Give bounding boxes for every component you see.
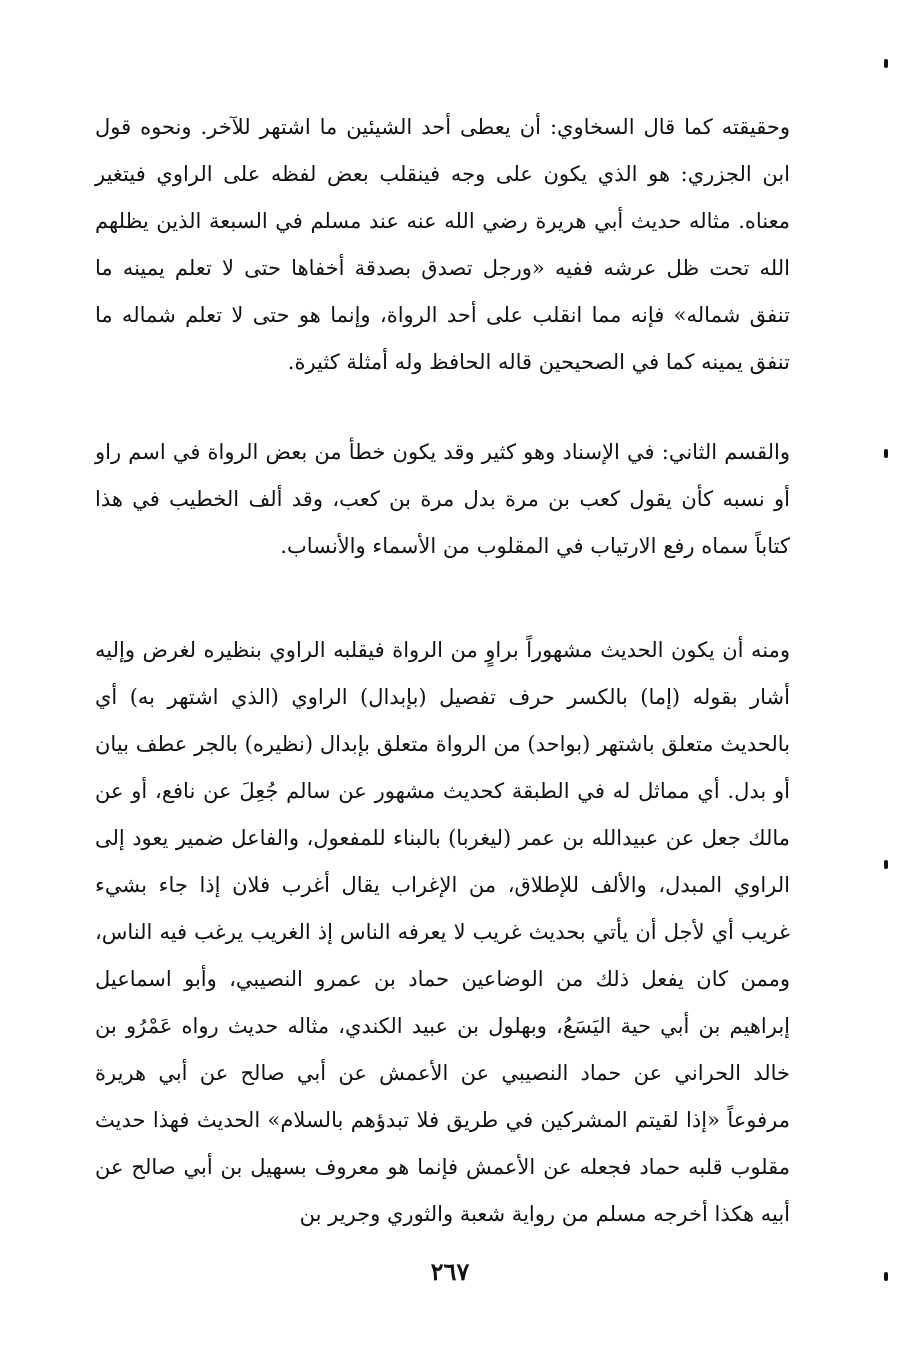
margin-dot-mark — [884, 59, 888, 68]
paragraph-3 — [95, 627, 790, 1238]
paragraph-text: وحقيقته كما قال السخاوي: أن يعطى أحد الشيئين ما اشتهر للآخر. ونحوه قول ابن الجزري: هو الذي يكون على وجه فينقلب بعض لفظه على الراوي فيتغير معناه. مثاله حديث أبي هريرة رضي الله عنه عند مسلم في السبعة الذين يظلهم الله تحت ظل عرشه ففيه «ورجل تصدق بصدقة أخفاها حتى لا تعلم يمينه ما تنفق شماله» فإنه مما انقلب على أحد الرواة، وإنما هو حتى لا تعلم شماله ما تنفق يمينه كما في الصحيحين قاله الحافظ وله أمثلة كثيرة. — [95, 115, 790, 374]
margin-dot-mark — [884, 1272, 888, 1281]
paragraph-1 — [95, 104, 790, 386]
page-number: ٢٦٧ — [430, 1257, 470, 1286]
paragraph-text: والقسم الثاني: في الإسناد وهو كثير وقد يكون خطأ من بعض الرواة في اسم راو أو نسبه كأن يقول كعب بن مرة بدل مرة بن كعب، وقد ألف الخطيب في هذا كتاباً سماه رفع الارتياب في المقلوب من الأسماء والأنساب. — [95, 440, 790, 558]
paragraph-text: ومنه أن يكون الحديث مشهوراً براوٍ من الرواة فيقلبه الراوي بنظيره لغرض وإليه أشار بقوله (إما) بالكسر حرف تفصيل (بإبدال) الراوي (الذي اشتهر به) أي بالحديث متعلق باشتهر (بواحد) من الرواة متعلق بإبدال (نظيره) بالجر عطف بيان أو بدل. أي مماثل له في الطبقة كحديث مشهور عن سالم جُعِلَ عن نافع، أو عن مالك جعل عن عبيدالله بن عمر (ليغربا) بالبناء للمفعول، والفاعل ضمير يعود إلى الراوي المبدل، والألف للإطلاق، من الإغراب يقال أغرب فلان إذا جاء بشيء غريب أي لأجل أن يأتي بحديث غريب لا يعرفه الناس إذ الغريب يرغب فيه الناس، وممن كان يفعل ذلك من الوضاعين حماد بن عمرو النصيبي، وأبو اسماعيل إبراهيم بن أبي حية اليَسَعُ، وبهلول بن عبيد الكندي، مثاله حديث رواه عَمْرُو بن خالد الحراني عن حماد النصيبي عن الأعمش عن أبي صالح عن أبي هريرة مرفوعاً «إذا لقيتم المشركين في طريق فلا تبدؤهم بالسلام» الحديث فهذا حديث مقلوب قلبه حماد فجعله عن الأعمش فإنما هو معروف بسهيل بن أبي صالح عن أبيه هكذا أخرجه مسلم من رواية شعبة والثوري وجرير بن — [95, 638, 790, 1226]
paragraph-2 — [95, 429, 790, 570]
margin-dot-mark — [884, 449, 888, 458]
margin-dot-mark — [884, 860, 888, 869]
